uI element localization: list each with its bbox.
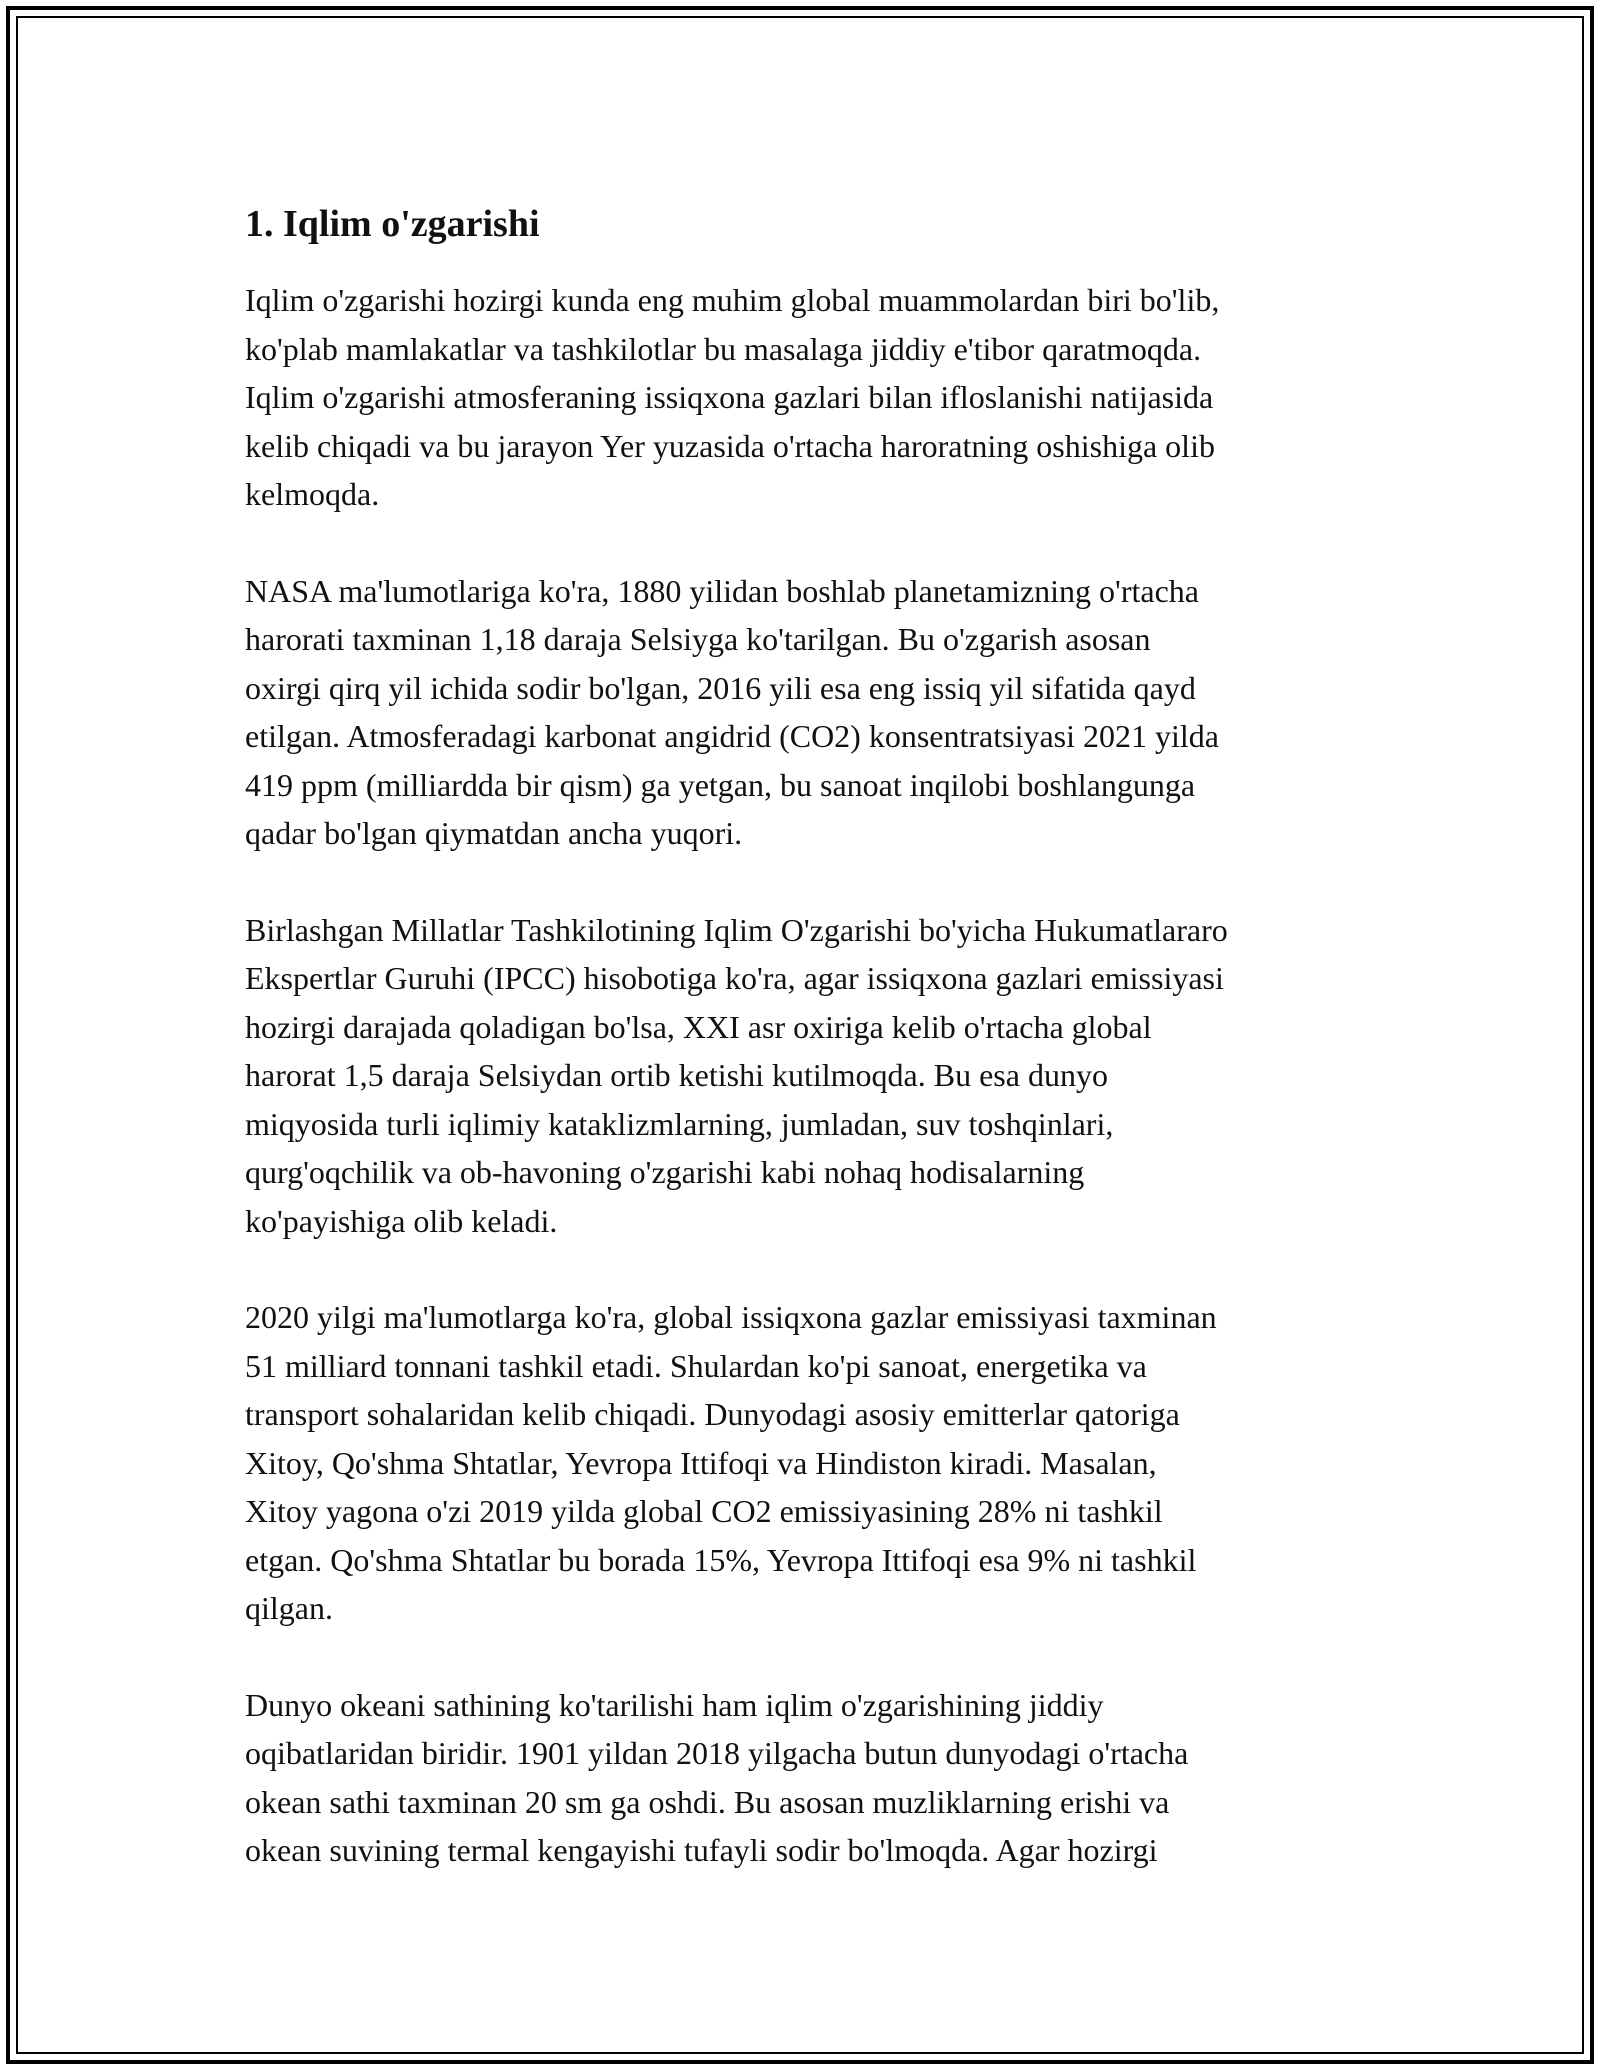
text-line: 2020 yilgi ma'lumotlarga ko'ra, global issiqxona gazlar emissiyasi taxminan (245, 1299, 1217, 1335)
text-line: harorati taxminan 1,18 daraja Selsiyga ko'tarilgan. Bu o'zgarish asosan (245, 621, 1151, 657)
text-line: etilgan. Atmosferadagi karbonat angidrid (CO2) konsentratsiyasi 2021 yilda (245, 718, 1219, 754)
text-line: qurg'oqchilik va ob-havoning o'zgarishi kabi nohaq hodisalarning (245, 1154, 1085, 1190)
text-line: 51 milliard tonnani tashkil etadi. Shulardan ko'pi sanoat, energetika va (245, 1347, 1147, 1384)
text-line: NASA ma'lumotlariga ko'ra, 1880 yilidan boshlab planetamizning o'rtacha (245, 572, 1199, 609)
text-line: ko'plab mamlakatlar va tashkilotlar bu masalaga jiddiy e'tibor qaratmoqda. (245, 330, 1202, 367)
text-line: miqyosida turli iqlimiy kataklizmlarning, jumladan, suv toshqinlari, (245, 1105, 1114, 1142)
text-line: Dunyo okeani sathining ko'tarilishi ham iqlim o'zgarishining jiddiy (245, 1686, 1104, 1723)
paragraph-emissions (245, 1293, 1385, 1633)
text-line: Xitoy, Qo'shma Shtatlar, Yevropa Ittifoqi va Hindiston kiradi. Masalan, (245, 1444, 1157, 1481)
page-border (6, 6, 1594, 2064)
text-line: kelmoqda. (245, 476, 380, 512)
text-line: okean suvining termal kengayishi tufayli sodir bo'lmoqda. Agar hozirgi (245, 1832, 1158, 1868)
text-line: qilgan. (245, 1590, 333, 1626)
paragraph-ipcc (245, 906, 1385, 1246)
document-body (245, 198, 1385, 1923)
text-line: harorat 1,5 daraja Selsiydan ortib ketishi kutilmoqda. Bu esa dunyo (245, 1057, 1108, 1093)
text-line: transport sohalaridan kelib chiqadi. Dunyodagi asosiy emitterlar qatoriga (245, 1396, 1180, 1432)
section-heading: 1. Iqlim o'zgarishi (245, 203, 540, 245)
text-line: Ekspertlar Guruhi (IPCC) hisobotiga ko'ra, agar issiqxona gazlari emissiyasi (245, 960, 1224, 996)
paragraph-nasa (245, 567, 1385, 858)
text-line: ko'payishiga olib keladi. (245, 1202, 558, 1239)
text-line: Iqlim o'zgarishi atmosferaning issiqxona gazlari bilan ifloslanishi natijasida (245, 379, 1214, 415)
paragraph-sea-level (245, 1681, 1385, 1875)
text-line: etgan. Qo'shma Shtatlar bu borada 15%, Yevropa Ittifoqi esa 9% ni tashkil (245, 1541, 1197, 1578)
text-line: Birlashgan Millatlar Tashkilotining Iqlim O'zgarishi bo'yicha Hukumatlararo (245, 911, 1228, 948)
text-line: oxirgi qirq yil ichida sodir bo'lgan, 2016 yili esa eng issiq yil sifatida qayd (245, 669, 1196, 706)
text-line: Iqlim o'zgarishi hozirgi kunda eng muhim global muammolardan biri bo'lib, (245, 282, 1220, 318)
text-line: Xitoy yagona o'zi 2019 yilda global CO2 emissiyasining 28% ni tashkil (245, 1493, 1163, 1529)
text-line: 419 ppm (milliardda bir qism) ga yetgan, bu sanoat inqilobi boshlangunga (245, 766, 1196, 803)
text-line: hozirgi darajada qoladigan bo'lsa, XXI asr oxiriga kelib o'rtacha global (245, 1008, 1152, 1045)
text-line: kelib chiqadi va bu jarayon Yer yuzasida o'rtacha haroratning oshishiga olib (245, 427, 1215, 464)
paragraph-intro (245, 276, 1385, 519)
text-line: oqibatlaridan biridir. 1901 yildan 2018 yilgacha butun dunyodagi o'rtacha (245, 1735, 1189, 1771)
text-line: qadar bo'lgan qiymatdan ancha yuqori. (245, 815, 743, 851)
text-line: okean sathi taxminan 20 sm ga oshdi. Bu asosan muzliklarning erishi va (245, 1783, 1170, 1820)
